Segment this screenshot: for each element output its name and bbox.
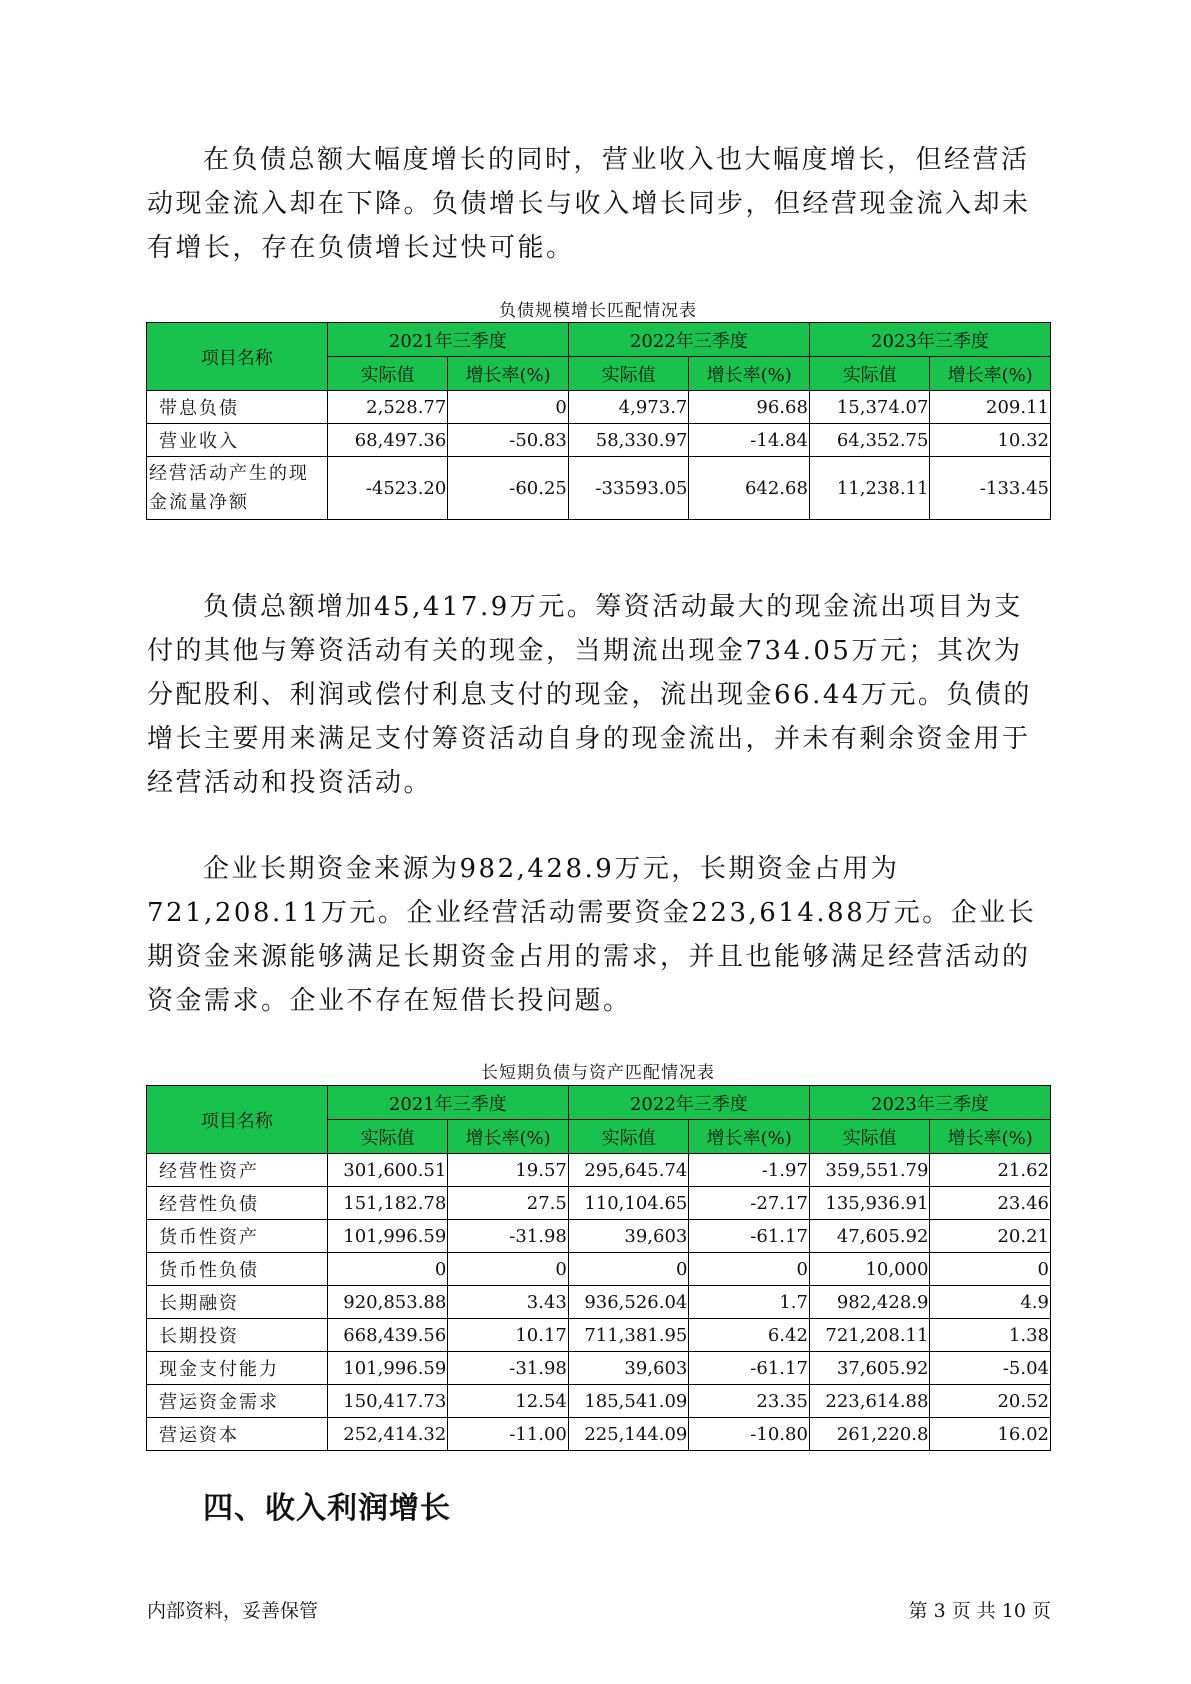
row-name: 长期融资 (147, 1286, 328, 1319)
cell-value: 101,996.59 (327, 1352, 448, 1385)
cell-value: 936,526.04 (568, 1286, 689, 1319)
cell-value: 225,144.09 (568, 1418, 689, 1451)
row-name: 营运资本 (147, 1418, 328, 1451)
cell-value: -60.25 (448, 457, 569, 520)
cell-value: 261,220.8 (809, 1418, 930, 1451)
cell-value: 23.35 (689, 1385, 810, 1418)
cell-value: 721,208.11 (809, 1319, 930, 1352)
cell-value: 20.52 (930, 1385, 1051, 1418)
table-row (147, 1187, 1051, 1220)
header-actual: 实际值 (568, 357, 689, 391)
cell-value: 4,973.7 (568, 391, 689, 424)
row-name: 货币性负债 (147, 1253, 328, 1286)
header-item-name: 项目名称 (147, 1086, 328, 1154)
cell-value: 982,428.9 (809, 1286, 930, 1319)
cell-value: -27.17 (689, 1187, 810, 1220)
table-row (147, 1352, 1051, 1385)
cell-value: 10.32 (930, 424, 1051, 457)
cell-value: -33593.05 (568, 457, 689, 520)
header-actual: 实际值 (568, 1120, 689, 1154)
cell-value: 96.68 (689, 391, 810, 424)
table-row (147, 391, 1051, 424)
cell-value: 12.54 (448, 1385, 569, 1418)
cell-value: -14.84 (689, 424, 810, 457)
paragraph-financing-outflow: 负债总额增加45,417.9万元。筹资活动最大的现金流出项目为支付的其他与筹资活动有关的现金，当期流出现金734.05万元；其次为分配股利、利润或偿付利息支付的现金，流出现金66.44万元。负债的增长主要用来满足支付筹资活动自身的现金流出，并未有剩余资金用于经营活动和投资活动。 (147, 592, 1032, 798)
paragraph-long-term-funds: 企业长期资金来源为982,428.9万元，长期资金占用为721,208.11万元。企业经营活动需要资金223,614.88万元。企业长期资金来源能够满足长期资金占用的需求，并且也能够满足经营活动的资金需求。企业不存在短借长投问题。 (147, 854, 1037, 1016)
cell-value: 135,936.91 (809, 1187, 930, 1220)
header-period: 2021年三季度 (327, 1086, 568, 1120)
cell-value: 4.9 (930, 1286, 1051, 1319)
table-row (147, 1418, 1051, 1451)
cell-value: 301,600.51 (327, 1154, 448, 1187)
cell-value: 150,417.73 (327, 1385, 448, 1418)
row-name: 带息负债 (147, 391, 328, 424)
table-row (147, 424, 1051, 457)
cell-value: 47,605.92 (809, 1220, 930, 1253)
cell-value: 39,603 (568, 1352, 689, 1385)
cell-value: 295,645.74 (568, 1154, 689, 1187)
cell-value: 20.21 (930, 1220, 1051, 1253)
cell-value: 10.17 (448, 1319, 569, 1352)
cell-value: -11.00 (448, 1418, 569, 1451)
section-heading: 四、收入利润增长 (203, 1491, 451, 1526)
cell-value: 1.7 (689, 1286, 810, 1319)
row-name: 经营性负债 (147, 1187, 328, 1220)
cell-value: 151,182.78 (327, 1187, 448, 1220)
header-growth: 增长率(%) (930, 1120, 1051, 1154)
cell-value: 0 (689, 1253, 810, 1286)
cell-value: 23.46 (930, 1187, 1051, 1220)
header-growth: 增长率(%) (930, 357, 1051, 391)
cell-value: 10,000 (809, 1253, 930, 1286)
header-period: 2022年三季度 (568, 323, 809, 357)
paragraph-liability-revenue: 在负债总额大幅度增长的同时，营业收入也大幅度增长，但经营活动现金流入却在下降。负债增长与收入增长同步，但经营现金流入却未有增长，存在负债增长过快可能。 (147, 145, 1031, 263)
header-item-name: 项目名称 (147, 323, 328, 391)
cell-value: 15,374.07 (809, 391, 930, 424)
header-actual: 实际值 (809, 1120, 930, 1154)
cell-value: 16.02 (930, 1418, 1051, 1451)
table-row (147, 1385, 1051, 1418)
row-name: 营运资金需求 (147, 1385, 328, 1418)
footer-page-number: 第 3 页 共 10 页 (908, 1600, 1051, 1622)
cell-value: -31.98 (448, 1352, 569, 1385)
header-actual: 实际值 (327, 357, 448, 391)
cell-value: 920,853.88 (327, 1286, 448, 1319)
cell-value: 3.43 (448, 1286, 569, 1319)
row-name: 经营活动产生的现金流量净额 (147, 457, 328, 520)
cell-value: 11,238.11 (809, 457, 930, 520)
cell-value: -50.83 (448, 424, 569, 457)
table1-caption: 负债规模增长匹配情况表 (499, 301, 697, 321)
cell-value: -61.17 (689, 1352, 810, 1385)
cell-value: 0 (568, 1253, 689, 1286)
header-actual: 实际值 (809, 357, 930, 391)
cell-value: 642.68 (689, 457, 810, 520)
cell-value: 58,330.97 (568, 424, 689, 457)
cell-value: 64,352.75 (809, 424, 930, 457)
asset-liability-match-table (146, 1085, 1051, 1451)
header-period: 2021年三季度 (327, 323, 568, 357)
header-period: 2023年三季度 (809, 323, 1050, 357)
cell-value: -1.97 (689, 1154, 810, 1187)
cell-value: 27.5 (448, 1187, 569, 1220)
table-row (147, 1154, 1051, 1187)
header-growth: 增长率(%) (448, 357, 569, 391)
cell-value: 2,528.77 (327, 391, 448, 424)
cell-value: 359,551.79 (809, 1154, 930, 1187)
table-row (147, 457, 1051, 520)
header-growth: 增长率(%) (689, 357, 810, 391)
cell-value: -133.45 (930, 457, 1051, 520)
cell-value: 0 (448, 391, 569, 424)
cell-value: 0 (448, 1253, 569, 1286)
row-name: 长期投资 (147, 1319, 328, 1352)
cell-value: -4523.20 (327, 457, 448, 520)
table-row (147, 1319, 1051, 1352)
cell-value: 209.11 (930, 391, 1051, 424)
row-name: 货币性资产 (147, 1220, 328, 1253)
cell-value: 711,381.95 (568, 1319, 689, 1352)
cell-value: 223,614.88 (809, 1385, 930, 1418)
table-row (147, 1286, 1051, 1319)
cell-value: -61.17 (689, 1220, 810, 1253)
cell-value: 252,414.32 (327, 1418, 448, 1451)
header-period: 2022年三季度 (568, 1086, 809, 1120)
cell-value: 0 (327, 1253, 448, 1286)
header-actual: 实际值 (327, 1120, 448, 1154)
row-name: 现金支付能力 (147, 1352, 328, 1385)
cell-value: 668,439.56 (327, 1319, 448, 1352)
cell-value: 39,603 (568, 1220, 689, 1253)
table-row (147, 1253, 1051, 1286)
cell-value: 110,104.65 (568, 1187, 689, 1220)
header-period: 2023年三季度 (809, 1086, 1050, 1120)
cell-value: 37,605.92 (809, 1352, 930, 1385)
header-growth: 增长率(%) (448, 1120, 569, 1154)
cell-value: -5.04 (930, 1352, 1051, 1385)
cell-value: 6.42 (689, 1319, 810, 1352)
cell-value: -31.98 (448, 1220, 569, 1253)
cell-value: 68,497.36 (327, 424, 448, 457)
footer-confidential: 内部资料，妥善保管 (147, 1600, 319, 1622)
header-growth: 增长率(%) (689, 1120, 810, 1154)
cell-value: 1.38 (930, 1319, 1051, 1352)
cell-value: -10.80 (689, 1418, 810, 1451)
row-name: 经营性资产 (147, 1154, 328, 1187)
cell-value: 101,996.59 (327, 1220, 448, 1253)
cell-value: 21.62 (930, 1154, 1051, 1187)
row-name: 营业收入 (147, 424, 328, 457)
cell-value: 19.57 (448, 1154, 569, 1187)
cell-value: 0 (930, 1253, 1051, 1286)
table-row (147, 1220, 1051, 1253)
liability-growth-table (146, 322, 1051, 520)
cell-value: 185,541.09 (568, 1385, 689, 1418)
table2-caption: 长短期负债与资产匹配情况表 (481, 1063, 715, 1083)
